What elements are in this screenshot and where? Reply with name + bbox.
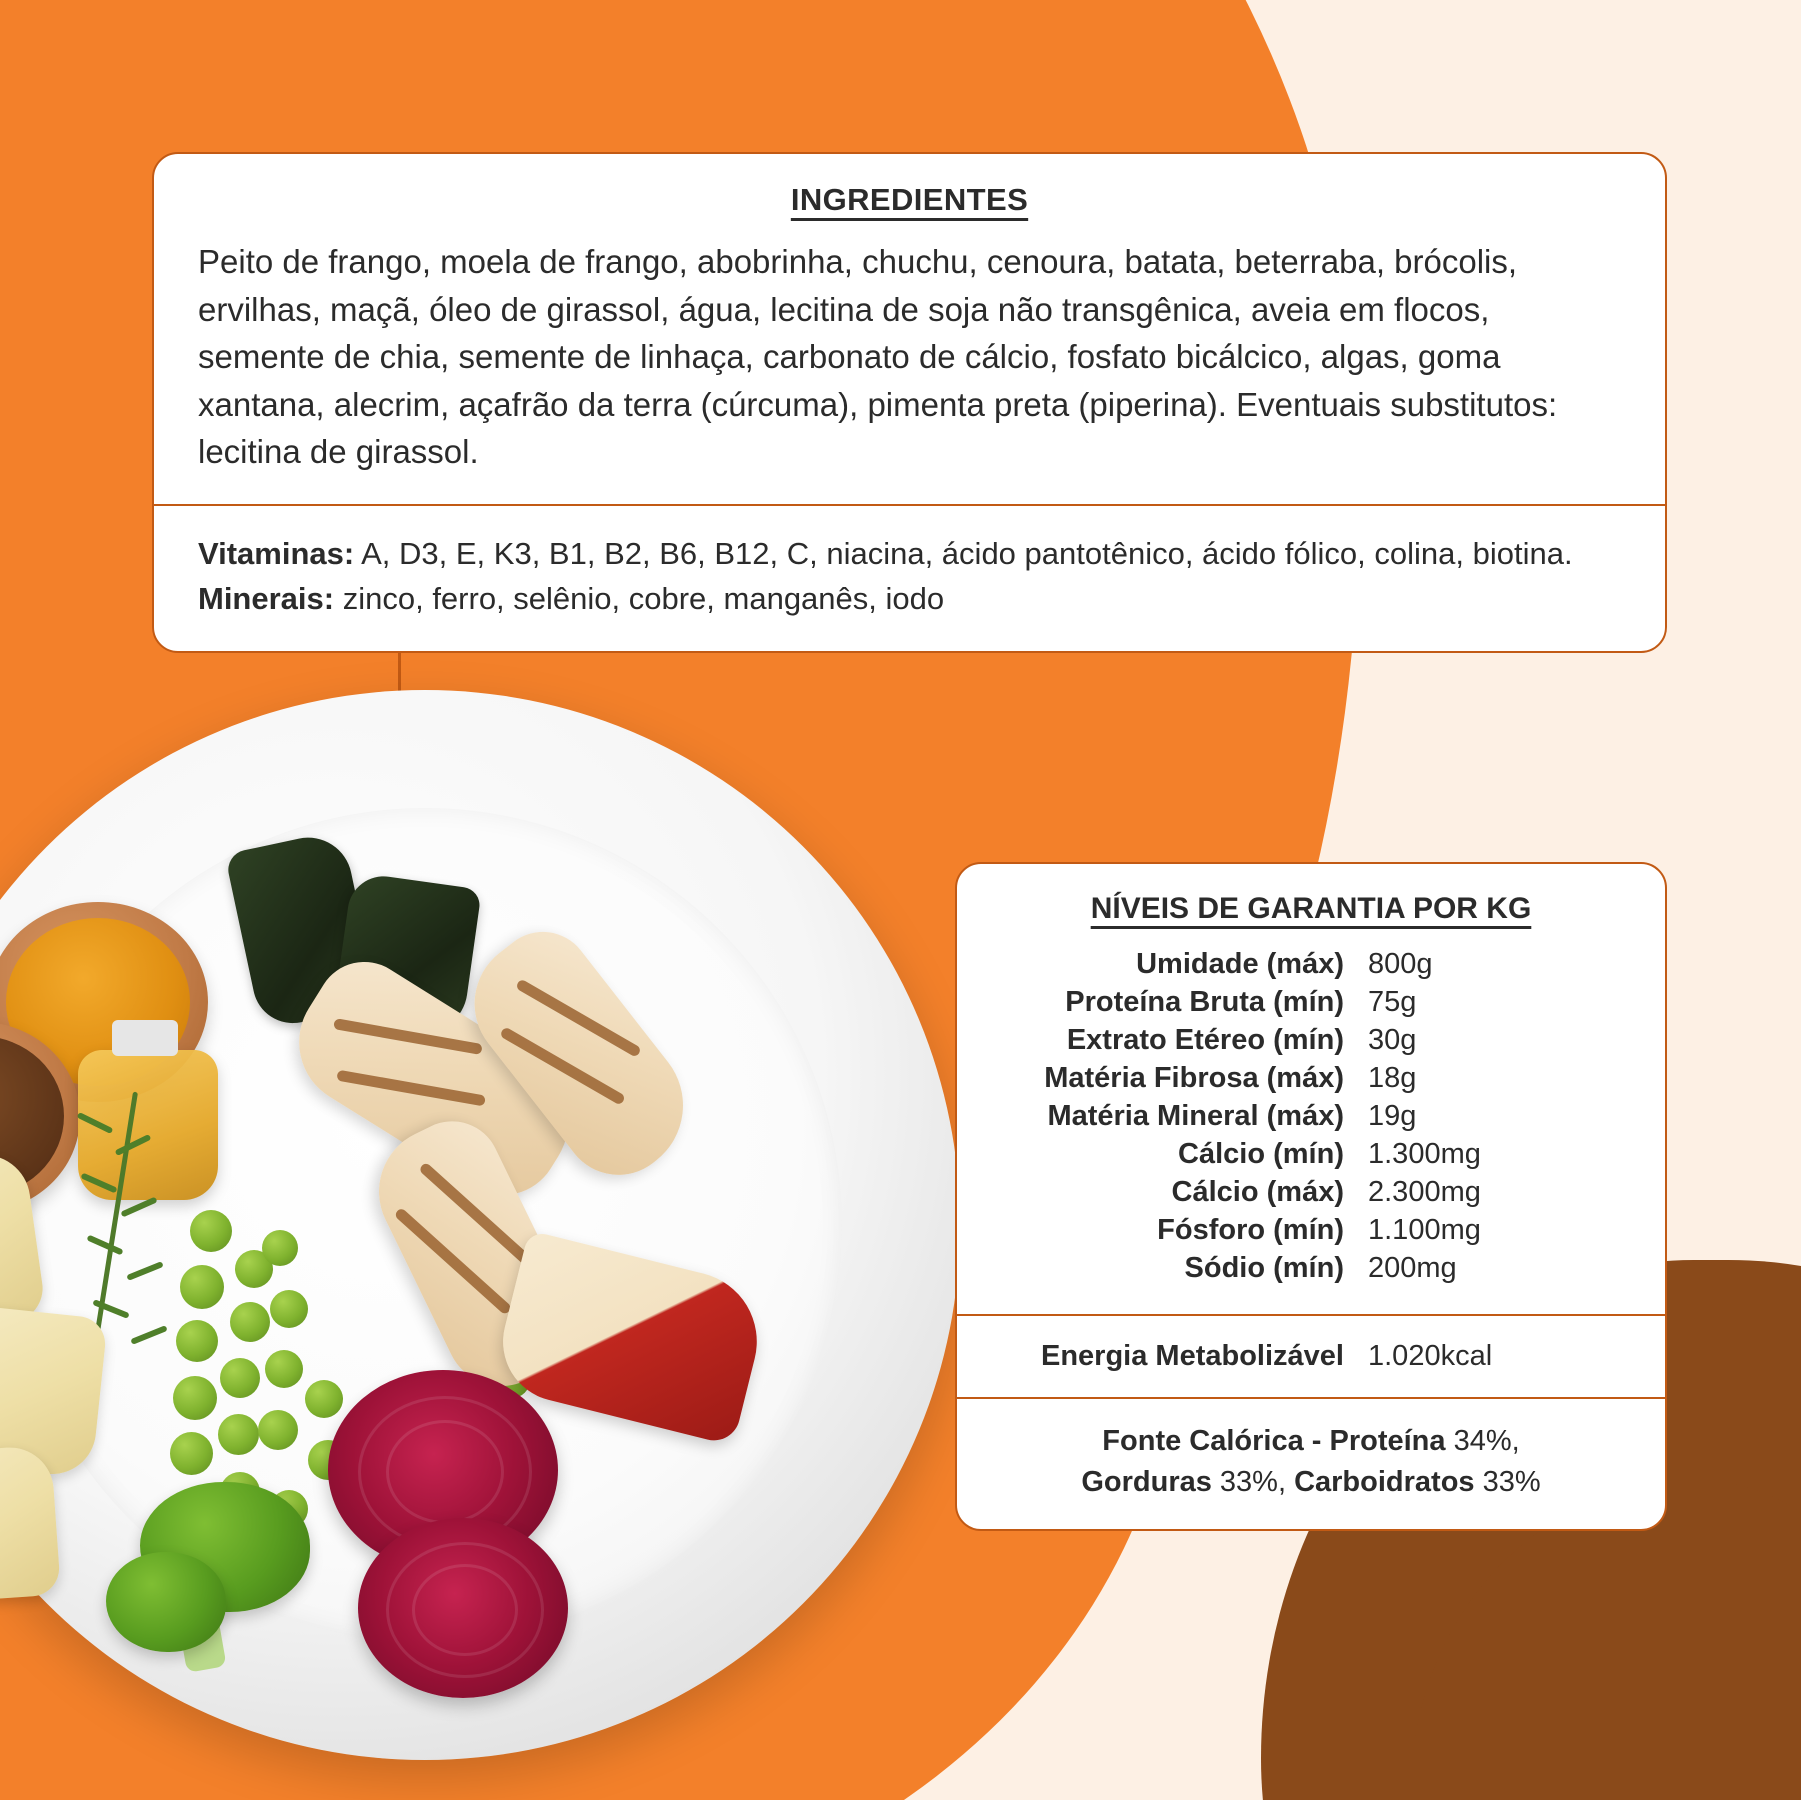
table-row [983, 1138, 1639, 1171]
caloric-source-text [957, 1399, 1665, 1529]
caloric-carbs-label: Carboidratos [1294, 1466, 1475, 1499]
minerals-label: Minerais: [198, 580, 335, 616]
plate-of-ingredients-photo [0, 690, 960, 1760]
vitamins-value: A, D3, E, K3, B1, B2, B6, B12, C, niacina, ácido pantotênico, ácido fólico, colina, biotina. [354, 535, 1573, 571]
table-row [983, 1176, 1639, 1209]
row-label: Matéria Fibrosa (máx) [1044, 1062, 1344, 1094]
caloric-protein-value: 34%, [1445, 1425, 1520, 1457]
caloric-fat-label: Gorduras [1081, 1466, 1212, 1499]
caloric-protein-label: Fonte Calórica - Proteína [1102, 1425, 1446, 1457]
row-value: 2.300mg [1368, 1176, 1481, 1208]
row-label: Cálcio (mín) [1178, 1138, 1344, 1170]
vitamins-label: Vitaminas: [198, 535, 355, 571]
row-label: Fósforo (mín) [1157, 1214, 1344, 1246]
guarantee-title: NÍVEIS DE GARANTIA POR KG [1090, 892, 1532, 925]
table-row [983, 1062, 1639, 1095]
row-label: Extrato Etéreo (mín) [1066, 1024, 1344, 1056]
caloric-fat-value: 33%, [1211, 1466, 1295, 1499]
row-value: 18g [1368, 1062, 1417, 1094]
table-row [983, 1214, 1639, 1247]
ingredients-card [152, 152, 1667, 653]
row-label: Sódio (mín) [1184, 1252, 1344, 1284]
row-value: 1.300mg [1368, 1138, 1481, 1170]
row-value: 200mg [1368, 1252, 1457, 1284]
energy-value: 1.020kcal [1368, 1340, 1493, 1372]
beet-slice [358, 1518, 568, 1698]
table-row [983, 1100, 1639, 1133]
row-value: 75g [1368, 986, 1417, 1018]
table-row [983, 948, 1639, 981]
row-value: 1.100mg [1368, 1214, 1481, 1246]
ingredients-body-text: Peito de frango, moela de frango, abobrinha, chuchu, cenoura, batata, beterraba, brócolis, ervilhas, maçã, óleo de girassol, água, lecitina de soja não transgênica, aveia em flocos, semente de chia, semente de linhaça, carbonato de cálcio, fosfato bicálcico, algas, goma xantana, alecrim, açafrão da terra (cúrcuma), pimenta preta (piperina). Eventuais substitutos: lecitina de girassol. [198, 243, 1558, 471]
table-row [983, 986, 1639, 1019]
energy-row [957, 1316, 1665, 1397]
energy-label: Energia Metabolizável [1041, 1340, 1344, 1372]
caloric-carbs-value: 33% [1474, 1466, 1541, 1499]
row-label: Umidade (máx) [1136, 948, 1344, 980]
minerals-value: zinco, ferro, selênio, cobre, manganês, iodo [334, 580, 945, 616]
row-label: Cálcio (máx) [1171, 1176, 1344, 1208]
table-row [983, 1252, 1639, 1285]
table-row [983, 1024, 1639, 1057]
row-value: 30g [1368, 1024, 1417, 1056]
guarantee-rows [957, 930, 1665, 1314]
guarantee-levels-card [955, 862, 1667, 1531]
vitamins-minerals-text [154, 506, 1665, 652]
row-label: Matéria Mineral (máx) [1047, 1100, 1344, 1132]
ingredients-title: INGREDIENTES [790, 182, 1029, 217]
row-value: 800g [1368, 948, 1433, 980]
oil-jar-lid [112, 1020, 178, 1056]
row-value: 19g [1368, 1100, 1417, 1132]
row-label: Proteína Bruta (mín) [1065, 986, 1344, 1018]
